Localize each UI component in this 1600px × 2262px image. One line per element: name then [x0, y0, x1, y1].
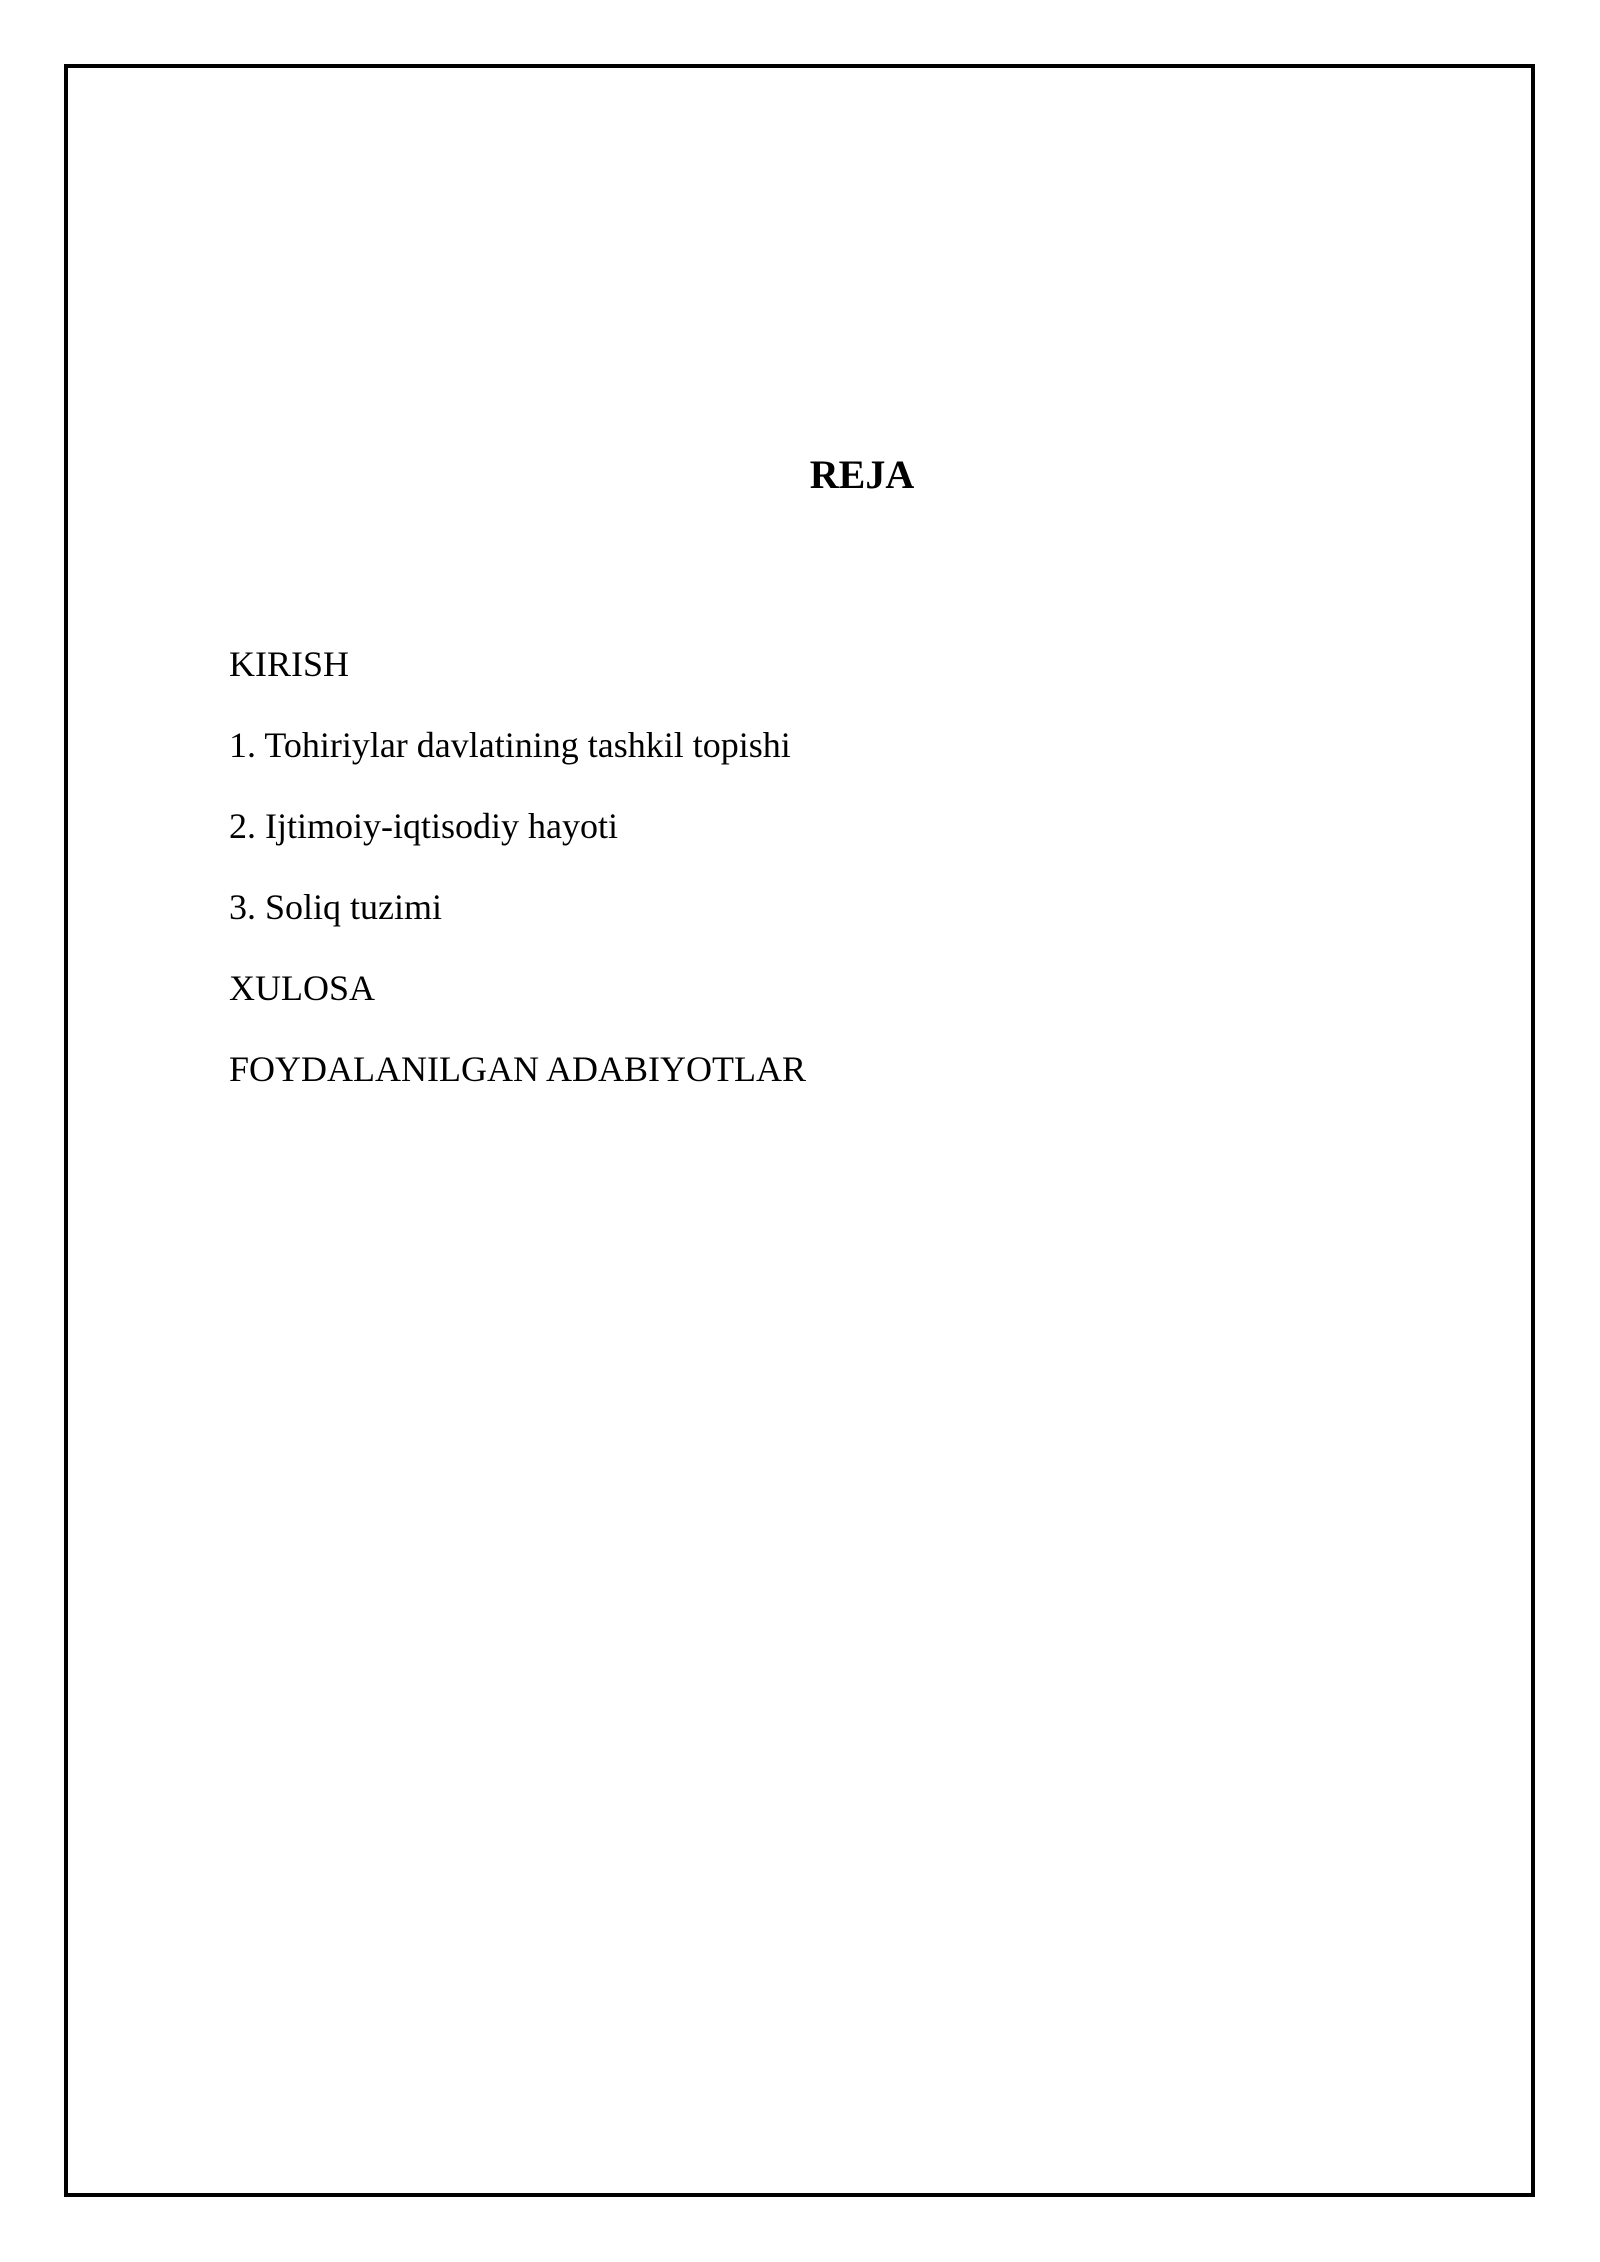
plan-item-introduction: KIRISH: [229, 644, 350, 684]
plan-item-1: 1. Tohiriylar davlatining tashkil topishi: [229, 725, 791, 765]
document-title: REJA: [809, 452, 915, 497]
plan-item-conclusion: XULOSA: [229, 968, 376, 1008]
plan-list: [229, 646, 806, 1132]
plan-item-2: 2. Ijtimoiy-iqtisodiy hayoti: [229, 806, 618, 846]
plan-item-3: 3. Soliq tuzimi: [229, 887, 443, 927]
plan-item-references: FOYDALANILGAN ADABIYOTLAR: [229, 1049, 806, 1089]
